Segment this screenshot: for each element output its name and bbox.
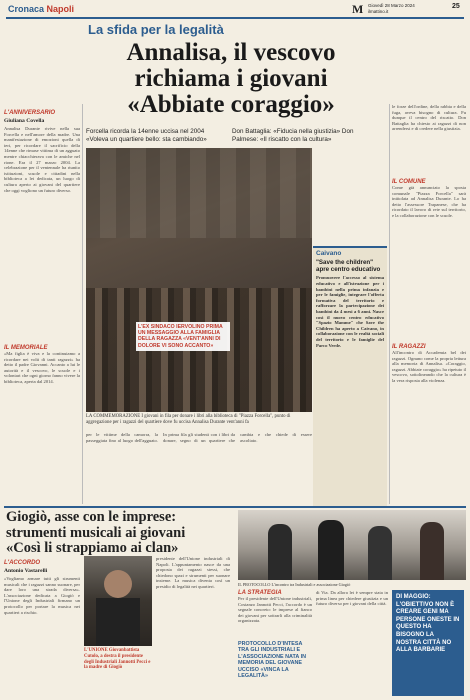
subhead-left: Forcella ricorda la 14enne uccisa nel 2004 «Voleva un quartiere bello: sta cambiando» xyxy=(86,128,207,143)
headline-line-2: richiama i giovani xyxy=(134,65,328,92)
photo-person-1 xyxy=(268,524,292,580)
section-label: Cronaca xyxy=(8,4,45,14)
masthead-logo: M xyxy=(352,2,364,16)
right-body-3: All'incontro di Accademia bel dei ragazzi. Ognuno come la propria lettura alla memoria di Annalisa. «Coraggio, ragazzi. Abbiate coraggio» ha ripetuto il vescovo, sottolineando che la cultura è la vera risposta alla violenza. xyxy=(392,350,466,383)
bottom-headline-3: «Così li strappiamo ai clan» xyxy=(6,540,179,556)
photo-buildings xyxy=(86,148,312,238)
left-column-rule xyxy=(82,104,83,504)
right-column xyxy=(392,104,466,500)
photo-figure-body xyxy=(96,598,140,646)
pull-quote: PROTOCOLLO D'INTESA TRA GLI INDUSTRIALI E L'ASSOCIAZIONE NATA IN MEMORIA DEL GIOVANE UCCISO «VINCA LA LEGALITÀ» xyxy=(238,641,306,680)
left-column xyxy=(4,110,80,481)
bottom-headline-2: strumenti musicali ai giovani xyxy=(6,524,186,541)
strategy-column xyxy=(238,590,312,679)
bottom-right-body: di Via. Da allora lei è sempre stata in prima linea per chiedere giustizia e un futuro diverso per i giovani della città. xyxy=(316,590,388,607)
bottom-body-2: presidente dell'Unione industriali di Napoli. L'appuntamento nasce da una proposta dei ragazzi stessi, che chiedono spazi e strumenti per suonare insieme. La musica diventa così un presidio di legalità nei quartieri. xyxy=(156,556,230,589)
photo-person-3 xyxy=(368,526,392,580)
center-body: per le vittime della camorra, la passeggiata fino al luogo dell'agguato. In prima fila gli studenti con i libri da donare, segno di un quartiere che cambia e che chiede di essere ascoltato. xyxy=(86,432,312,443)
masthead-date: Giovedì 28 Marzo 2024 xyxy=(368,3,415,8)
right-tag-2: IL RAGAZZI xyxy=(392,344,426,350)
right-tag: IL COMUNE xyxy=(392,179,426,185)
left-tag: L'ANNIVERSARIO xyxy=(4,110,56,116)
left-tag-2: IL MEMORIALE xyxy=(4,345,48,351)
protocol-photo xyxy=(238,510,466,580)
bottom-tag: L'ACCORDO xyxy=(4,560,41,566)
headline-line-1: Annalisa, il vescovo xyxy=(126,39,336,66)
quote-box xyxy=(392,590,464,696)
photo-person-2 xyxy=(318,520,344,580)
protocol-photo-caption: IL PROTOCOLLO L'incontro tra Industriali e associazione Giogiò xyxy=(238,582,351,587)
quote-box-text: DI MAGGIO: L'OBIETTIVO NON È CREARE GENI MA PERSONE ONESTE IN QUESTO HA BISOGNO LA NOSTRA CITTÀ NO ALLA BARBARIE xyxy=(396,594,460,654)
headline-line-3: «Abbiate coraggio» xyxy=(127,91,335,118)
main-photo xyxy=(86,148,312,412)
photo-figure xyxy=(104,570,132,598)
left-author: Giuliana Covella xyxy=(4,118,45,124)
right-body-2: Come già annunciato la sposta comunale "Piazza Forcella" sarà intitolata ad Annalisa Durante. Lo ha detto l'assessore Trapanese, che ha ricordato il lavoro di rete sul territorio, e la collaborazione con le scuole. xyxy=(392,185,466,218)
inset-caption: L'EX SINDACO IERVOLINO PRIMA UN MESSAGGIO ALLA FAMIGLIA DELLA RAGAZZA «VENT'ANNI DI DOLORE VI SONO ACCANTO» xyxy=(136,322,230,351)
bottom-headline-1: Giogiò, asse con le imprese: xyxy=(6,509,177,525)
giogio-photo xyxy=(84,556,152,646)
box-header: Caivano xyxy=(316,250,342,257)
right-column-rule xyxy=(389,104,390,504)
photo-caption: LA COMMEMORAZIONE I giovani in fila per donare i libri alla biblioteca di "Piazza Forcella", punto di aggregazione per i ragazzi del quartiere dove fu uccisa Annalisa Durante vent'anni fa xyxy=(86,414,291,425)
bottom-left-column xyxy=(4,560,80,696)
strategy-body: Per il presidente dell'Unione industriali, Costanzo Jannotti Pecci, l'accordo è un segnale concreto: le imprese al fianco dei giovani per sottrarli alla criminalità organizzata. xyxy=(238,596,312,624)
left-body: Annalisa Durante rivive nella sua Forcella e nell'amore della madre. Una manifestazione di emozioni quella di ieri, per ricordare il sacrificio della 14enne che rimase vittima di un agguato mentre chiacchierava con le amiche nel rione. Era il 27 marzo 2004. La celebrazione per il ventennale ha riunito istituzioni, scuole e cittadini nella biblioteca a lei dedicata, un luogo di cultura aperto ai giovani del quartiere che oggi vogliono un futuro diverso. xyxy=(4,126,80,193)
bottom-body: «Vogliamo armare tutti gli strumenti musicali che i ragazzi sanno suonare, per dare loro una strada diversa». L'associazione dedicata a Giogiò e l'Unione degli Industriali firmano un protocollo per portare la musica nei quartieri a rischio. xyxy=(4,576,80,615)
section-rule xyxy=(4,506,466,508)
right-body: le forze dell'ordine, della rabbia e della fuga, aveva bisogno di cultura. Fu dunque il centro del riscatto. Don Battaglia ha chiesto ai ragazzi di non arrendersi e di credere nella giustizia. xyxy=(392,104,466,132)
page-number: 25 xyxy=(452,3,460,10)
bottom-author: Antonio Vastarelli xyxy=(4,568,48,574)
photo-person-4 xyxy=(420,522,444,580)
masthead-rule xyxy=(6,17,464,19)
left-body-2: «Ma figlia è viva e la continuiamo a ricordare nei volti di tanti ragazzi» ha detto il padre Giovanni. Accanto a lui le autorità e il vescovo, le scuole e i volontari che ogni giorno fanno vivere la biblioteca, aperta dal 2014. xyxy=(4,351,80,384)
city-label: Napoli xyxy=(46,4,75,14)
section-name xyxy=(8,4,74,14)
box-body: Promuovere l'accesso al sistema educativo e all'istruzione per i bambini nella prima infanzia e per le famiglie, integrare l'offerta formativa del territorio e rafforzare la partecipazione dei bambini da 4 mesi a 6 anni. Nasce così il nuovo centro educativo "Spazio Mamme" che Save the Children ha aperto a Caivano, in collaborazione con le realtà sociali del territorio e le famiglie del Parco Verde. xyxy=(316,275,384,348)
bottom-headline xyxy=(6,510,236,557)
giogio-photo-caption: L'UNIONE Giovanbattista Cutolo, a destra il presidente degli Industriali Jannotti Pecci e la madre di Giogiò xyxy=(84,648,151,671)
caivano-box xyxy=(313,246,387,506)
kicker: La sfida per la legalità xyxy=(88,22,224,37)
box-title: "Save the children" apre centro educativo xyxy=(316,259,381,274)
masthead-site: ilmattino.it xyxy=(368,9,389,14)
strategy-tag: LA STRATEGIA xyxy=(238,590,282,596)
subhead-right: Don Battaglia: «Fiducia nella giustizia» Don Palmese: «Il riscatto con la cultura» xyxy=(232,128,354,143)
headline xyxy=(86,40,376,118)
